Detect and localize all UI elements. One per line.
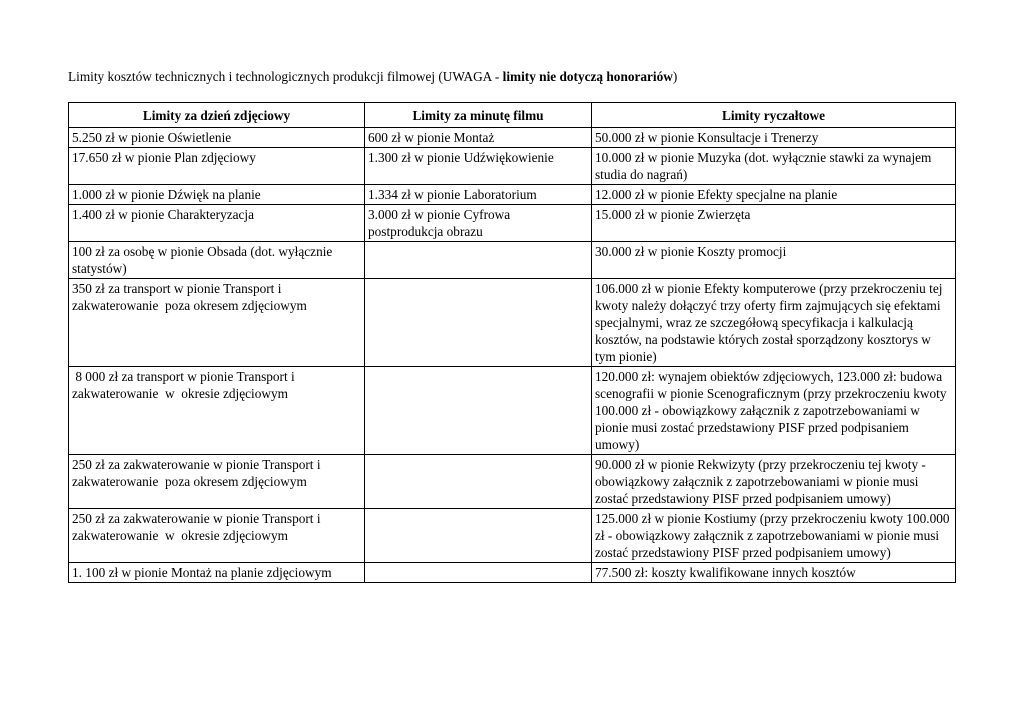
table-cell: 1.400 zł w pionie Charakteryzacja (69, 205, 365, 242)
table-cell: 600 zł w pionie Montaż (365, 128, 592, 148)
header-lump-sum-limits: Limity ryczałtowe (592, 103, 956, 128)
table-cell (365, 279, 592, 367)
table-cell: 8 000 zł za transport w pionie Transport i zakwaterowanie w okresie zdjęciowym (69, 367, 365, 455)
table-cell: 15.000 zł w pionie Zwierzęta (592, 205, 956, 242)
table-cell (365, 367, 592, 455)
table-row (69, 148, 956, 185)
table-cell: 90.000 zł w pionie Rekwizyty (przy przekroczeniu tej kwoty - obowiązkowy załącznik z zapotrzebowaniami w pionie musi zostać przedstawiony PISF przed podpisaniem umowy) (592, 455, 956, 509)
header-per-minute-limits: Limity za minutę filmu (365, 103, 592, 128)
table-cell: 1.000 zł w pionie Dźwięk na planie (69, 185, 365, 205)
limits-table (68, 102, 956, 583)
table-cell: 10.000 zł w pionie Muzyka (dot. wyłącznie stawki za wynajem studia do nagrań) (592, 148, 956, 185)
table-cell: 77.500 zł: koszty kwalifikowane innych kosztów (592, 563, 956, 583)
table-row (69, 279, 956, 367)
table-row (69, 242, 956, 279)
header-daily-limits: Limity za dzień zdjęciowy (69, 103, 365, 128)
table-cell: 1.334 zł w pionie Laboratorium (365, 185, 592, 205)
table-header-row (69, 103, 956, 128)
table-cell: 50.000 zł w pionie Konsultacje i Trenerzy (592, 128, 956, 148)
table-cell: 106.000 zł w pionie Efekty komputerowe (przy przekroczeniu tej kwoty należy dołączyć trzy oferty firm zajmujących się efektami specjalnymi, wraz ze szczegółową specyfikacja i kalkulacją kosztów, na podstawie których został sporządzony kosztorys w tym pionie) (592, 279, 956, 367)
table-cell: 125.000 zł w pionie Kostiumy (przy przekroczeniu kwoty 100.000 zł - obowiązkowy załącznik z zapotrzebowaniami w pionie musi zostać przedstawiony PISF przed podpisaniem umowy) (592, 509, 956, 563)
table-row (69, 128, 956, 148)
table-row (69, 455, 956, 509)
intro-paragraph (68, 69, 677, 85)
table-row (69, 563, 956, 583)
table-cell: 3.000 zł w pionie Cyfrowa postprodukcja obrazu (365, 205, 592, 242)
table-cell: 17.650 zł w pionie Plan zdjęciowy (69, 148, 365, 185)
table-cell: 1. 100 zł w pionie Montaż na planie zdjęciowym (69, 563, 365, 583)
table-cell (365, 242, 592, 279)
table-cell: 30.000 zł w pionie Koszty promocji (592, 242, 956, 279)
table-cell: 5.250 zł w pionie Oświetlenie (69, 128, 365, 148)
table-cell: 120.000 zł: wynajem obiektów zdjęciowych, 123.000 zł: budowa scenografii w pionie Scenograficznym (przy przekroczeniu kwoty 100.000 zł - obowiązkowy załącznik z zapotrzebowaniami w pionie musi zostać przedstawiony PISF przed podpisaniem umowy) (592, 367, 956, 455)
table-cell: 250 zł za zakwaterowanie w pionie Transport i zakwaterowanie w okresie zdjęciowym (69, 509, 365, 563)
table-row (69, 367, 956, 455)
table-row (69, 509, 956, 563)
table-row (69, 205, 956, 242)
table-cell (365, 509, 592, 563)
table-cell: 250 zł za zakwaterowanie w pionie Transport i zakwaterowanie poza okresem zdjęciowym (69, 455, 365, 509)
intro-suffix: ) (672, 69, 678, 84)
table-cell: 100 zł za osobę w pionie Obsada (dot. wyłącznie statystów) (69, 242, 365, 279)
intro-prefix: Limity kosztów technicznych i technologicznych produkcji filmowej (UWAGA - (68, 69, 503, 84)
intro-bold: limity nie dotyczą honorariów (502, 69, 673, 84)
table-row (69, 185, 956, 205)
table-cell: 350 zł za transport w pionie Transport i zakwaterowanie poza okresem zdjęciowym (69, 279, 365, 367)
table-cell (365, 563, 592, 583)
table-cell: 12.000 zł w pionie Efekty specjalne na planie (592, 185, 956, 205)
table-cell (365, 455, 592, 509)
table-cell: 1.300 zł w pionie Udźwiękowienie (365, 148, 592, 185)
